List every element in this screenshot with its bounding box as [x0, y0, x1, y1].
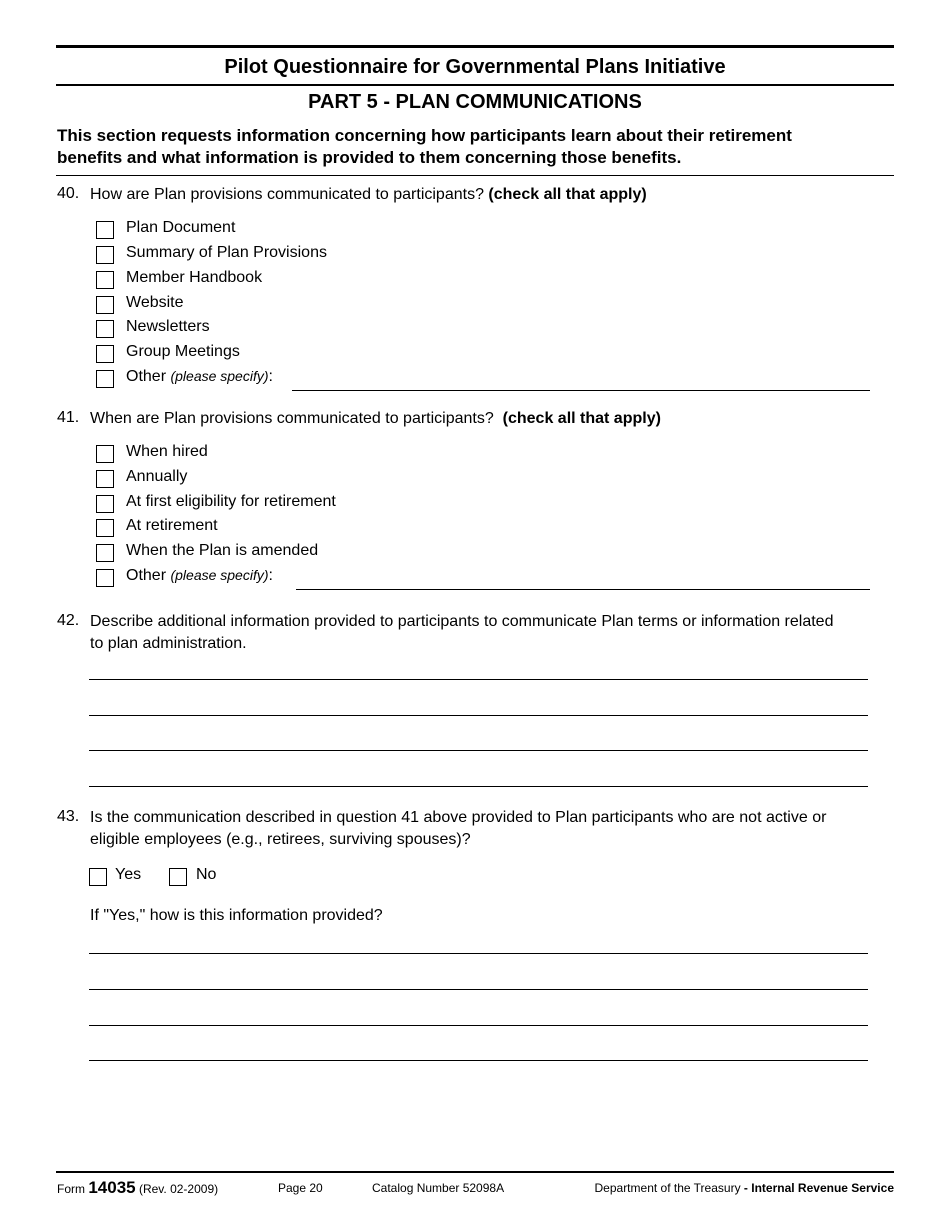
- q42-answer-line[interactable]: [89, 786, 868, 787]
- checkbox[interactable]: [96, 495, 114, 513]
- option-label: Plan Document: [126, 219, 236, 236]
- please-specify-note: (please specify): [170, 567, 269, 583]
- option-label: When the Plan is amended: [126, 542, 319, 559]
- yes-label: Yes: [115, 866, 142, 883]
- q42-answer-line[interactable]: [89, 679, 868, 680]
- other-label: Other: [126, 368, 167, 385]
- q43-text: [90, 807, 826, 851]
- option-label: When hired: [126, 443, 208, 460]
- title-rule: [56, 84, 894, 86]
- other-label: Other: [126, 567, 167, 584]
- form-number: 14035: [88, 1178, 136, 1197]
- agency: - Internal Revenue Service: [743, 1181, 894, 1195]
- checkbox[interactable]: [96, 544, 114, 562]
- q41-note: (check all that apply): [502, 410, 661, 427]
- yes-checkbox[interactable]: [89, 868, 107, 886]
- option-label: Other (please specify):: [126, 368, 273, 385]
- no-checkbox[interactable]: [169, 868, 187, 886]
- option-label: Group Meetings: [126, 343, 240, 360]
- q42-text-line-2: to plan administration.: [90, 635, 247, 652]
- intro-rule: [56, 175, 894, 176]
- form-revision: (Rev. 02-2009): [138, 1182, 219, 1196]
- catalog-number: Catalog Number 52098A: [372, 1181, 505, 1195]
- form-title: Pilot Questionnaire for Governmental Plans Initiative: [224, 56, 726, 78]
- form-id: [57, 1178, 218, 1198]
- option-label: Other (please specify):: [126, 567, 273, 584]
- q43-answer-line[interactable]: [89, 1060, 868, 1061]
- intro-line-2: benefits and what information is provided to them concerning those benefits.: [57, 148, 682, 167]
- form-prefix: Form: [57, 1182, 85, 1196]
- option-label: Summary of Plan Provisions: [126, 244, 327, 261]
- q43-answer-line[interactable]: [89, 953, 868, 954]
- q40-question: How are Plan provisions communicated to participants?: [90, 186, 484, 203]
- no-label: No: [196, 866, 217, 883]
- checkbox[interactable]: [96, 246, 114, 264]
- checkbox[interactable]: [96, 519, 114, 537]
- q42-text: [90, 611, 833, 655]
- checkbox[interactable]: [96, 569, 114, 587]
- checkbox[interactable]: [96, 320, 114, 338]
- q43-text-line-2: eligible employees (e.g., retirees, surviving spouses)?: [90, 831, 471, 848]
- top-rule: [56, 45, 894, 48]
- q43-answer-line[interactable]: [89, 989, 868, 990]
- option-label: At retirement: [126, 517, 218, 534]
- checkbox[interactable]: [96, 221, 114, 239]
- option-label: At first eligibility for retirement: [126, 493, 336, 510]
- department: Department of the Treasury: [594, 1181, 741, 1195]
- agency-line: [595, 1181, 895, 1195]
- checkbox[interactable]: [96, 345, 114, 363]
- footer-rule: [56, 1171, 894, 1173]
- page-number: Page 20: [278, 1181, 323, 1195]
- q41-text: [90, 408, 661, 430]
- intro-text: [57, 125, 792, 169]
- q42-number: 42.: [57, 612, 80, 629]
- option-label: Member Handbook: [126, 269, 263, 286]
- q40-number: 40.: [57, 185, 80, 202]
- intro-line-1: This section requests information concerning how participants learn about their retirement: [57, 126, 792, 145]
- please-specify-note: (please specify): [170, 368, 269, 384]
- checkbox[interactable]: [96, 470, 114, 488]
- q43-text-line-1: Is the communication described in question 41 above provided to Plan participants who are not active or: [90, 809, 827, 826]
- q40-text: [90, 184, 647, 206]
- q41-question: When are Plan provisions communicated to participants?: [90, 410, 494, 427]
- q43-number: 43.: [57, 808, 80, 825]
- option-label: Website: [126, 294, 184, 311]
- q41-other-field[interactable]: [296, 589, 870, 590]
- q40-note: (check all that apply): [488, 186, 647, 203]
- q42-answer-line[interactable]: [89, 750, 868, 751]
- checkbox[interactable]: [96, 370, 114, 388]
- option-label: Newsletters: [126, 318, 210, 335]
- checkbox[interactable]: [96, 296, 114, 314]
- part-title: PART 5 - PLAN COMMUNICATIONS: [308, 91, 642, 113]
- q42-text-line-1: Describe additional information provided to participants to communicate Plan terms or information related: [90, 613, 834, 630]
- checkbox[interactable]: [96, 445, 114, 463]
- q41-number: 41.: [57, 409, 80, 426]
- option-label: Annually: [126, 468, 188, 485]
- q43-answer-line[interactable]: [89, 1025, 868, 1026]
- checkbox[interactable]: [96, 271, 114, 289]
- q40-other-field[interactable]: [292, 390, 870, 391]
- q43-followup: If "Yes," how is this information provided?: [90, 907, 383, 924]
- q42-answer-line[interactable]: [89, 715, 868, 716]
